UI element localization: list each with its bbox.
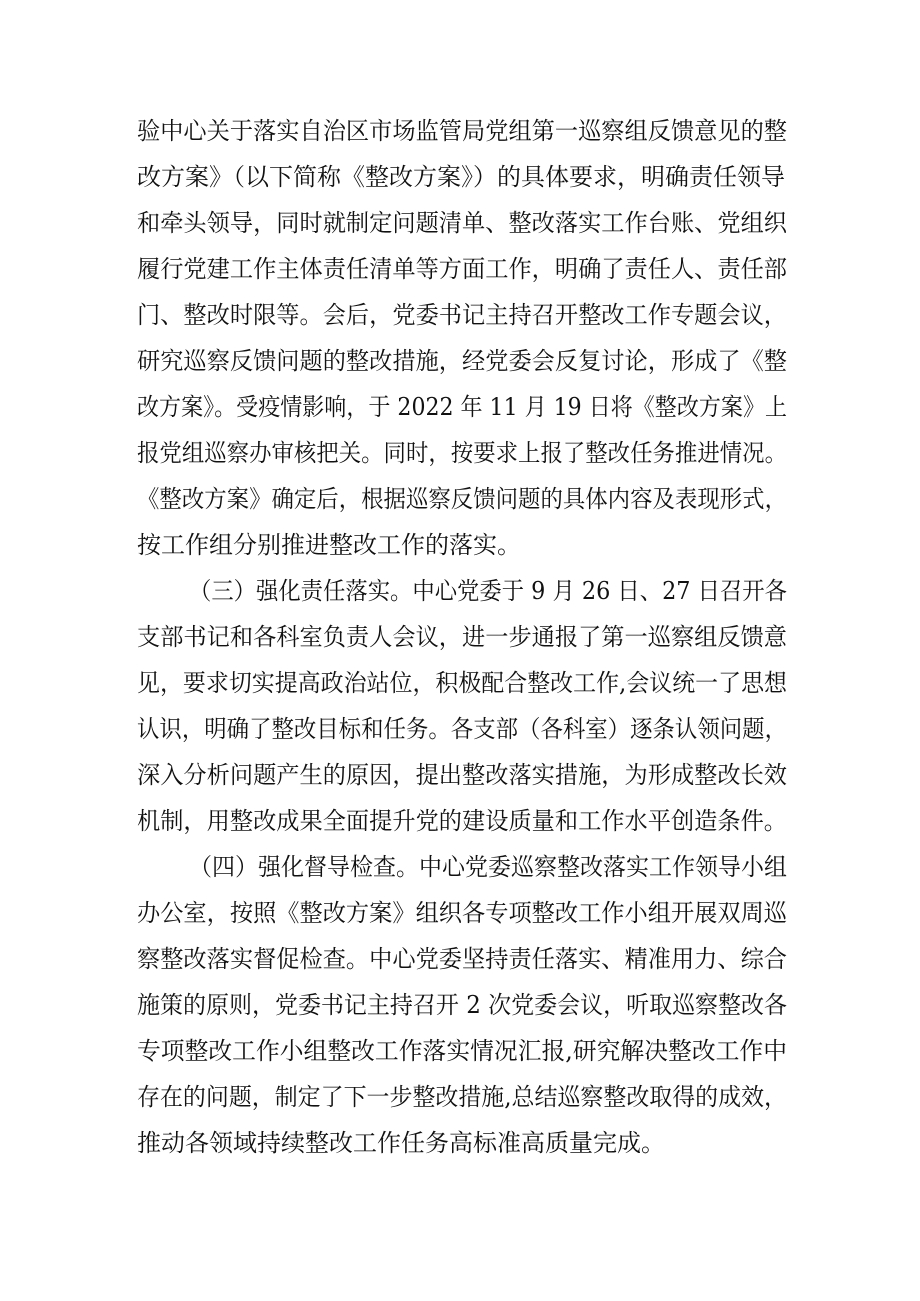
line-text: （三）强化责任落实。中心党委于 9 月 26 日、27 日召开各: [189, 577, 787, 605]
line-text: 报党组巡察办审核把关。同时，按要求上报了整改任务推进情况。: [137, 439, 787, 467]
text-line: [0, 1079, 920, 1115]
line-text: （四）强化督导检查。中心党委巡察整改落实工作领导小组: [189, 853, 787, 881]
line-text: 施策的原则，党委书记主持召开 2 次党委会议，听取巡察整改各: [137, 991, 788, 1019]
text-line: [0, 849, 920, 885]
text-line: [0, 757, 920, 793]
text-line: [0, 435, 920, 471]
line-text: 和牵头领导，同时就制定问题清单、整改落实工作台账、党组织: [137, 209, 788, 237]
line-text: 支部书记和各科室负责人会议，进一步通报了第一巡察组反馈意: [137, 623, 788, 651]
text-line: [0, 481, 920, 517]
line-text: 办公室，按照《整改方案》组织各专项整改工作小组开展双周巡: [137, 899, 788, 927]
text-line: [0, 343, 920, 379]
text-line: [0, 573, 920, 609]
text-line: [0, 113, 920, 149]
text-line: [0, 205, 920, 241]
text-line: [0, 665, 920, 701]
text-line: [0, 941, 920, 977]
line-text: 推动各领域持续整改工作任务高标准高质量完成。: [137, 1129, 665, 1157]
line-text: 机制，用整改成果全面提升党的建设质量和工作水平创造条件。: [137, 807, 788, 835]
text-line: [0, 803, 920, 839]
line-text: 履行党建工作主体责任清单等方面工作，明确了责任人、责任部: [137, 255, 788, 283]
line-text: 研究巡察反馈问题的整改措施，经党委会反复讨论，形成了《整: [137, 347, 788, 375]
text-line: [0, 1125, 920, 1161]
line-text: 门、整改时限等。会后，党委书记主持召开整改工作专题会议，: [137, 301, 788, 329]
text-line: [0, 711, 920, 747]
text-line: [0, 251, 920, 287]
text-line: [0, 619, 920, 655]
line-text: 专项整改工作小组整改工作落实情况汇报,研究解决整改工作中: [137, 1037, 788, 1065]
text-line: [0, 895, 920, 931]
line-text: 认识，明确了整改目标和任务。各支部（各科室）逐条认领问题，: [137, 715, 787, 743]
text-line: [0, 987, 920, 1023]
line-text: 改方案》。受疫情影响，于 2022 年 11 月 19 日将《整改方案》上: [137, 393, 788, 421]
text-line: [0, 389, 920, 425]
line-text: 察整改落实督促检查。中心党委坚持责任落实、精准用力、综合: [137, 945, 788, 973]
line-text: 按工作组分别推进整改工作的落实。: [137, 531, 521, 559]
text-line: [0, 1033, 920, 1069]
text-line: [0, 297, 920, 333]
text-line: [0, 527, 920, 563]
text-line: [0, 159, 920, 195]
line-text: 验中心关于落实自治区市场监管局党组第一巡察组反馈意见的整: [137, 117, 788, 145]
line-text: 存在的问题，制定了下一步整改措施,总结巡察整改取得的成效，: [137, 1083, 788, 1111]
line-text: 见，要求切实提高政治站位，积极配合整改工作,会议统一了思想: [137, 669, 788, 697]
line-text: 《整改方案》确定后，根据巡察反馈问题的具体内容及表现形式，: [137, 485, 787, 513]
line-text: 改方案》（以下简称《整改方案》）的具体要求，明确责任领导: [137, 163, 785, 191]
line-text: 深入分析问题产生的原因，提出整改落实措施，为形成整改长效: [137, 761, 788, 789]
